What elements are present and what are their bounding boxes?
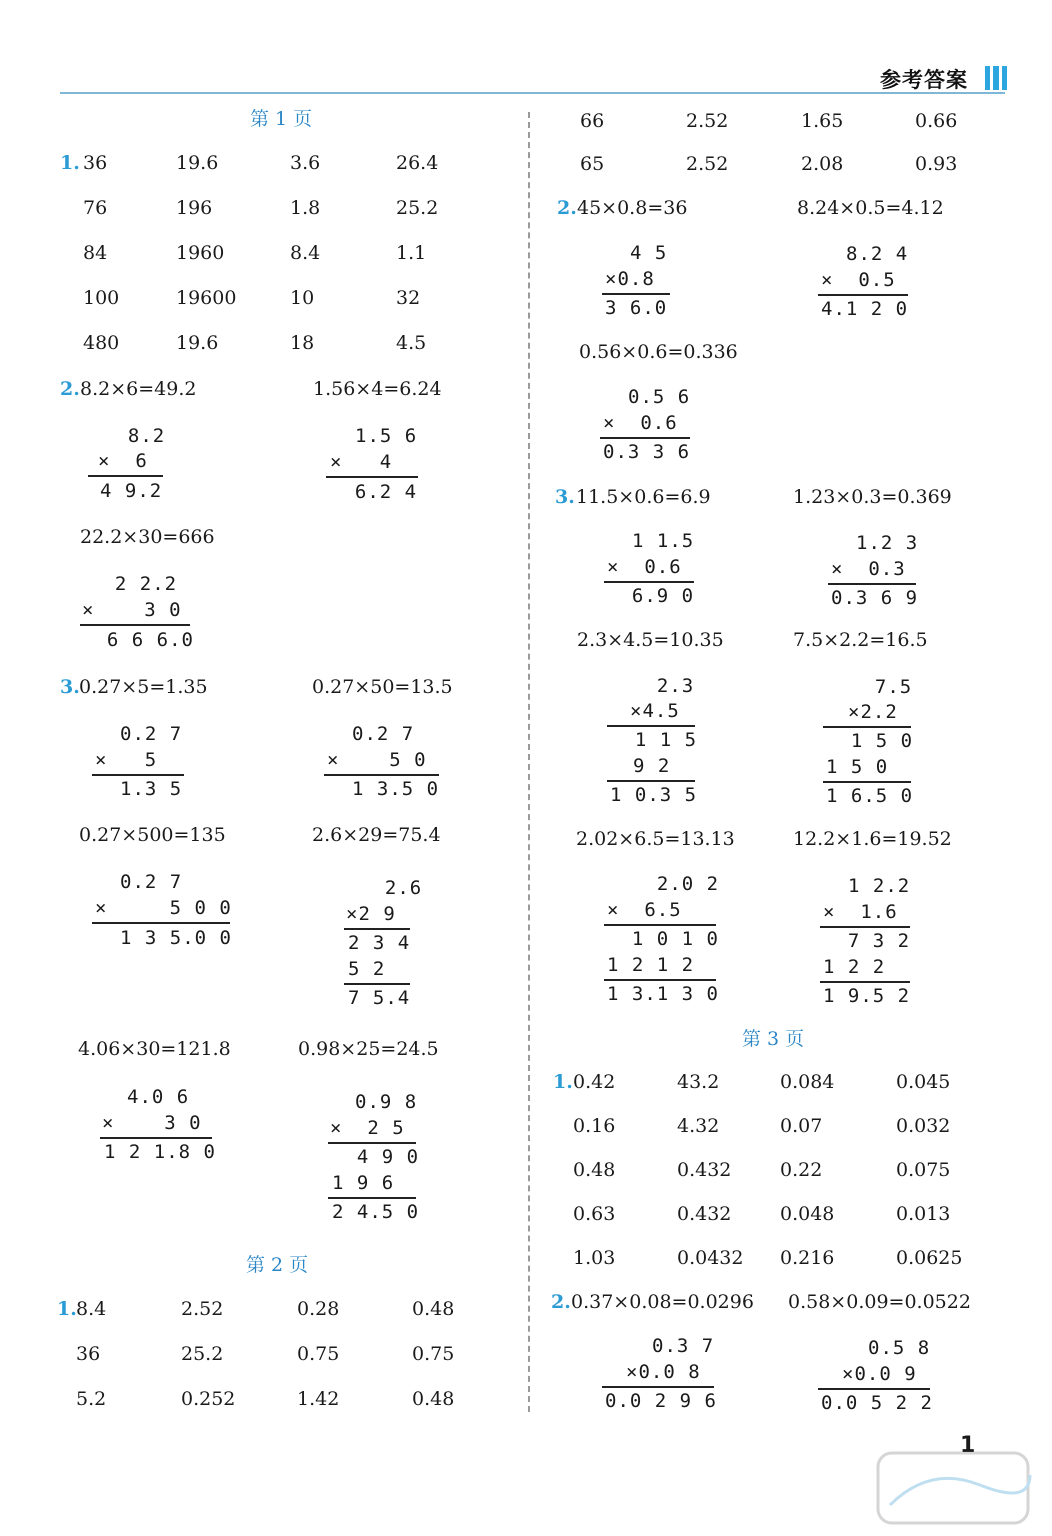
calc-rule bbox=[818, 294, 908, 296]
calc-line: 1 1.5 bbox=[632, 530, 695, 552]
answer-cell: 36 bbox=[83, 152, 108, 174]
calc-line: ×0.0 8 bbox=[626, 1361, 701, 1383]
answer-cell: 10 bbox=[290, 287, 315, 309]
calc-line: 1 1 5 bbox=[610, 729, 698, 751]
equation: 22.2×30=666 bbox=[80, 526, 215, 548]
answer-cell: 76 bbox=[83, 197, 108, 219]
calc-line: 2 2.2 bbox=[90, 573, 178, 595]
answer-cell: 480 bbox=[83, 332, 120, 354]
calc-line: 1 2 1 2 bbox=[607, 954, 695, 976]
answer-cell: 1.65 bbox=[801, 110, 844, 132]
answer-cell: 32 bbox=[396, 287, 421, 309]
calc-line: 1 2 1.8 0 bbox=[104, 1141, 216, 1163]
calc-line: 0.2 7 bbox=[120, 723, 183, 745]
answer-cell: 0.032 bbox=[896, 1115, 951, 1137]
answer-cell: 1960 bbox=[176, 242, 225, 264]
calc-line: × 3 0 bbox=[102, 1112, 202, 1134]
answer-cell: 1.03 bbox=[573, 1247, 616, 1269]
calc-rule bbox=[344, 928, 410, 930]
calc-line: 6.9 0 bbox=[607, 585, 695, 607]
answer-cell: 0.75 bbox=[297, 1343, 340, 1365]
calc-line: 4 9 0 bbox=[332, 1146, 420, 1168]
answer-cell: 25.2 bbox=[181, 1343, 224, 1365]
calc-line: × 6.5 bbox=[607, 899, 682, 921]
calc-line: × 0.5 bbox=[821, 269, 896, 291]
answer-cell: 0.48 bbox=[412, 1298, 455, 1320]
answer-cell: 0.0625 bbox=[896, 1247, 963, 1269]
equation: 0.98×25=24.5 bbox=[298, 1038, 439, 1060]
calc-rule bbox=[326, 476, 418, 478]
calc-line: 0.3 6 9 bbox=[831, 587, 919, 609]
answer-cell: 25.2 bbox=[396, 197, 439, 219]
calc-line: 4 5 bbox=[630, 242, 668, 264]
calc-line: 2.0 2 bbox=[632, 873, 720, 895]
calc-rule bbox=[602, 293, 670, 295]
calc-line: × 1.6 bbox=[823, 901, 898, 923]
calc-line: 1.3 5 bbox=[120, 778, 183, 800]
calc-rule bbox=[100, 1137, 212, 1139]
calc-line: 2 4.5 0 bbox=[332, 1201, 420, 1223]
calc-line: 1 9 6 bbox=[332, 1172, 395, 1194]
calc-line: 1 5 0 bbox=[826, 756, 889, 778]
calc-rule bbox=[607, 780, 695, 782]
answer-cell: 4.32 bbox=[677, 1115, 720, 1137]
calc-line: 1.2 3 bbox=[856, 532, 919, 554]
answer-cell: 0.252 bbox=[181, 1388, 236, 1410]
calc-rule bbox=[820, 981, 910, 983]
equation: 0.27×50=13.5 bbox=[312, 676, 453, 698]
question-number: 3. bbox=[60, 676, 80, 698]
calc-rule bbox=[604, 581, 694, 583]
equation: 0.27×500=135 bbox=[79, 824, 226, 846]
answer-cell: 0.045 bbox=[896, 1071, 951, 1093]
calc-line: 5 2 bbox=[348, 958, 386, 980]
equation: 7.5×2.2=16.5 bbox=[793, 629, 928, 651]
equation: 2.02×6.5=13.13 bbox=[576, 828, 735, 850]
calc-line: 7 3 2 bbox=[823, 930, 911, 952]
answer-cell: 0.93 bbox=[915, 153, 958, 175]
answer-cell: 0.42 bbox=[573, 1071, 616, 1093]
answer-cell: 2.52 bbox=[686, 110, 729, 132]
question-number: 2. bbox=[60, 378, 80, 400]
calc-rule bbox=[92, 922, 230, 924]
calc-line: 1 3 5.0 0 bbox=[120, 927, 232, 949]
equation: 8.24×0.5=4.12 bbox=[797, 197, 944, 219]
calc-line: 0.5 8 bbox=[868, 1337, 931, 1359]
answer-cell: 19.6 bbox=[176, 152, 219, 174]
answer-cell: 8.4 bbox=[76, 1298, 107, 1320]
calc-line: 6.2 4 bbox=[330, 481, 418, 503]
page1-heading: 第 1 页 bbox=[250, 108, 313, 130]
equation: 45×0.8=36 bbox=[577, 197, 688, 219]
answer-cell: 5.2 bbox=[76, 1388, 107, 1410]
calc-rule bbox=[324, 774, 439, 776]
answer-cell: 0.013 bbox=[896, 1203, 951, 1225]
answer-cell: 0.07 bbox=[780, 1115, 823, 1137]
calc-line: 1 0 1 0 bbox=[607, 928, 719, 950]
calc-line: 9 2 bbox=[633, 755, 671, 777]
answer-cell: 19600 bbox=[176, 287, 237, 309]
answer-cell: 84 bbox=[83, 242, 108, 264]
answer-cell: 0.432 bbox=[677, 1159, 732, 1181]
header-title: 参考答案 bbox=[880, 68, 968, 92]
calc-line: 1 3.5 0 bbox=[352, 778, 440, 800]
answer-cell: 2.52 bbox=[181, 1298, 224, 1320]
calc-line: 0.2 7 bbox=[352, 723, 415, 745]
calc-rule bbox=[823, 781, 911, 783]
answer-cell: 100 bbox=[83, 287, 120, 309]
calc-line: 8.2 bbox=[103, 425, 166, 447]
calc-line: 7.5 bbox=[850, 676, 913, 698]
equation: 2.6×29=75.4 bbox=[312, 824, 441, 846]
calc-line: 3 6.0 bbox=[605, 297, 668, 319]
answer-cell: 26.4 bbox=[396, 152, 439, 174]
calc-rule bbox=[92, 774, 184, 776]
calc-line: 1 5 0 bbox=[826, 730, 914, 752]
answer-cell: 0.22 bbox=[780, 1159, 823, 1181]
calc-rule bbox=[344, 983, 410, 985]
calc-rule bbox=[88, 475, 163, 477]
calc-line: × 2 5 bbox=[330, 1117, 405, 1139]
question-number: 1. bbox=[553, 1071, 573, 1093]
calc-line: 0.5 6 bbox=[628, 386, 691, 408]
equation: 12.2×1.6=19.52 bbox=[793, 828, 952, 850]
calc-line: 2.3 bbox=[632, 675, 695, 697]
calc-line: 1 2 2 bbox=[823, 956, 886, 978]
question-number: 3. bbox=[555, 486, 575, 508]
calc-line: ×2.2 bbox=[848, 701, 898, 723]
calc-line: 0.3 7 bbox=[652, 1335, 715, 1357]
answer-cell: 4.5 bbox=[396, 332, 427, 354]
answer-cell: 0.75 bbox=[412, 1343, 455, 1365]
calc-line: 1 6.5 0 bbox=[826, 785, 914, 807]
calc-rule bbox=[604, 979, 716, 981]
equation: 1.23×0.3=0.369 bbox=[793, 486, 952, 508]
answer-cell: 0.216 bbox=[780, 1247, 835, 1269]
answer-cell: 0.66 bbox=[915, 110, 958, 132]
page-number: 1 bbox=[960, 1433, 976, 1458]
equation: 0.56×0.6=0.336 bbox=[579, 341, 738, 363]
calc-line: 0.3 3 6 bbox=[603, 441, 691, 463]
equation: 0.27×5=1.35 bbox=[79, 676, 208, 698]
calc-line: × 5 bbox=[95, 749, 158, 771]
answer-cell: 0.048 bbox=[780, 1203, 835, 1225]
calc-line: ×0.8 bbox=[605, 268, 655, 290]
header-rule bbox=[60, 92, 1005, 94]
question-number: 2. bbox=[551, 1291, 571, 1313]
calc-line: × 3 0 bbox=[82, 599, 182, 621]
answer-cell: 8.4 bbox=[290, 242, 321, 264]
answer-cell: 66 bbox=[580, 110, 605, 132]
calc-rule bbox=[328, 1142, 416, 1144]
question-number: 2. bbox=[557, 197, 577, 219]
answer-cell: 0.48 bbox=[412, 1388, 455, 1410]
calc-line: 0.0 5 2 2 bbox=[821, 1392, 933, 1414]
answer-cell: 0.63 bbox=[573, 1203, 616, 1225]
answer-cell: 0.48 bbox=[573, 1159, 616, 1181]
calc-line: 1 0.3 5 bbox=[610, 784, 698, 806]
equation: 0.37×0.08=0.0296 bbox=[571, 1291, 754, 1313]
calc-line: 1.5 6 bbox=[355, 425, 418, 447]
answer-cell: 18 bbox=[290, 332, 315, 354]
calc-line: 4.1 2 0 bbox=[821, 298, 909, 320]
calc-line: 6 6 6.0 bbox=[82, 629, 194, 651]
answer-cell: 0.0432 bbox=[677, 1247, 744, 1269]
calc-line: × 5 0 0 bbox=[95, 897, 232, 919]
calc-line: ×0.0 9 bbox=[842, 1363, 917, 1385]
calc-rule bbox=[602, 1386, 714, 1388]
answer-cell: 0.28 bbox=[297, 1298, 340, 1320]
question-number: 1. bbox=[57, 1298, 77, 1320]
calc-line: × 4 bbox=[330, 451, 393, 473]
calc-line: 7 5.4 bbox=[348, 987, 411, 1009]
header-bars-icon bbox=[985, 66, 1007, 90]
calc-line: 1 9.5 2 bbox=[823, 985, 911, 1007]
answer-cell: 36 bbox=[76, 1343, 101, 1365]
equation: 4.06×30=121.8 bbox=[78, 1038, 231, 1060]
calc-line: ×4.5 bbox=[630, 700, 680, 722]
calc-line: 0.9 8 bbox=[355, 1091, 418, 1113]
question-number: 1. bbox=[60, 152, 80, 174]
equation: 1.56×4=6.24 bbox=[313, 378, 442, 400]
equation: 2.3×4.5=10.35 bbox=[577, 629, 724, 651]
answer-cell: 0.432 bbox=[677, 1203, 732, 1225]
calc-rule bbox=[80, 624, 190, 626]
answer-cell: 1.42 bbox=[297, 1388, 340, 1410]
calc-rule bbox=[820, 926, 910, 928]
answer-cell: 0.084 bbox=[780, 1071, 835, 1093]
calc-line: × 0.6 bbox=[603, 412, 678, 434]
calc-line: ×2 9 bbox=[346, 903, 396, 925]
answer-cell: 1.8 bbox=[290, 197, 321, 219]
equation: 0.58×0.09=0.0522 bbox=[788, 1291, 971, 1313]
answer-cell: 65 bbox=[580, 153, 605, 175]
calc-line: × 6 bbox=[98, 450, 148, 472]
answer-cell: 2.52 bbox=[686, 153, 729, 175]
equation: 11.5×0.6=6.9 bbox=[576, 486, 711, 508]
calc-rule bbox=[607, 725, 695, 727]
page2-heading: 第 2 页 bbox=[246, 1254, 309, 1276]
answer-cell: 3.6 bbox=[290, 152, 321, 174]
calc-line: 0.0 2 9 6 bbox=[605, 1390, 717, 1412]
calc-line: 8.2 4 bbox=[846, 243, 909, 265]
answer-cell: 196 bbox=[176, 197, 213, 219]
page3-heading: 第 3 页 bbox=[742, 1028, 805, 1050]
calc-line: 0.2 7 bbox=[120, 871, 183, 893]
calc-rule bbox=[823, 726, 911, 728]
watermark-logo-icon bbox=[870, 1445, 1040, 1530]
answer-cell: 1.1 bbox=[396, 242, 427, 264]
calc-line: 4.0 6 bbox=[127, 1086, 190, 1108]
calc-line: 1 3.1 3 0 bbox=[607, 983, 719, 1005]
equation: 8.2×6=49.2 bbox=[80, 378, 197, 400]
calc-line: × 0.6 bbox=[607, 556, 682, 578]
calc-rule bbox=[818, 1388, 930, 1390]
answer-cell: 43.2 bbox=[677, 1071, 720, 1093]
calc-line: 4 9.2 bbox=[100, 480, 163, 502]
answer-cell: 19.6 bbox=[176, 332, 219, 354]
calc-rule bbox=[828, 583, 916, 585]
column-divider bbox=[528, 112, 530, 1412]
calc-rule bbox=[604, 924, 716, 926]
answer-cell: 0.16 bbox=[573, 1115, 616, 1137]
calc-rule bbox=[328, 1197, 416, 1199]
answer-cell: 0.075 bbox=[896, 1159, 951, 1181]
calc-line: 2 3 4 bbox=[348, 932, 411, 954]
calc-rule bbox=[600, 437, 690, 439]
calc-line: 2.6 bbox=[360, 877, 423, 899]
calc-line: × 5 0 bbox=[327, 749, 427, 771]
calc-line: × 0.3 bbox=[831, 558, 906, 580]
calc-line: 1 2.2 bbox=[848, 875, 911, 897]
answer-cell: 2.08 bbox=[801, 153, 844, 175]
